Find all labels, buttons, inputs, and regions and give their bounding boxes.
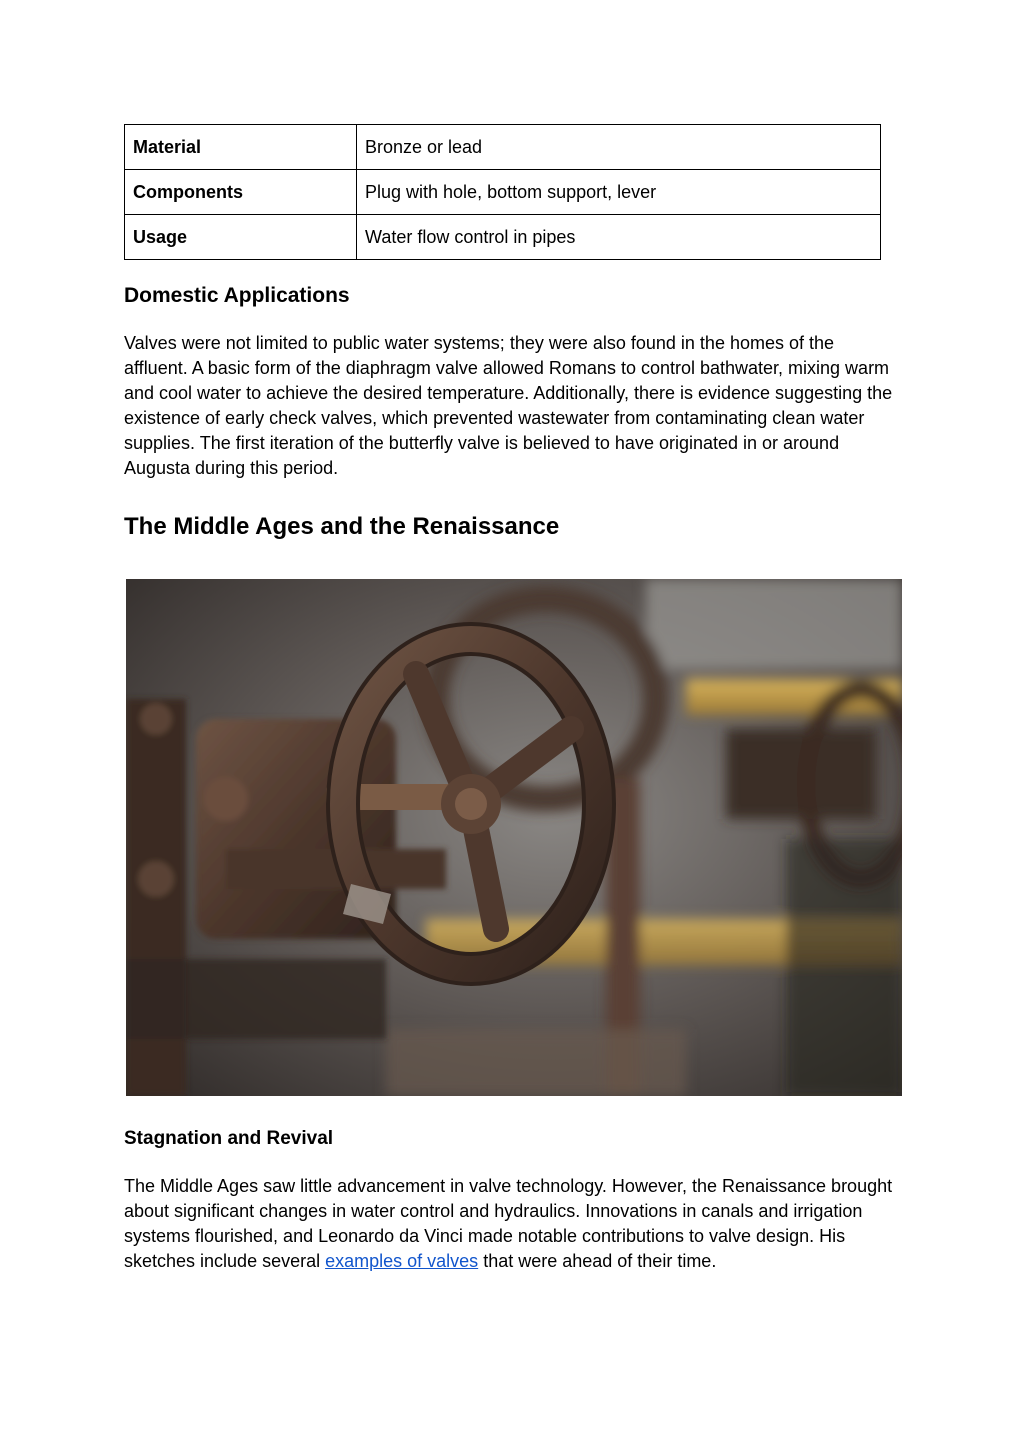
stagnation-revival-heading: Stagnation and Revival — [124, 1128, 334, 1149]
table-cell-value: Plug with hole, bottom support, lever — [357, 170, 881, 215]
domestic-applications-paragraph: Valves were not limited to public water systems; they were also found in the homes of the affluent. A basic form of the diaphragm valve allowed Romans to control bathwater, mixing warm and cool water to achieve the desired temperature. Additionally, there is evidence suggesting the existence of early check valves, which prevented wastewater from contaminating clean water supplies. The first iteration of the butterfly valve is believed to have originated in or around Augusta during this period. — [124, 333, 893, 478]
table-cell-value: Water flow control in pipes — [357, 215, 881, 260]
stagnation-revival-paragraph — [124, 1174, 899, 1274]
rusty-valve-wheel-photo — [126, 579, 902, 1096]
domestic-applications-heading: Domestic Applications — [124, 284, 350, 307]
middle-ages-heading: The Middle Ages and the Renaissance — [124, 513, 560, 540]
table-cell-key: Usage — [125, 215, 357, 260]
paragraph-text-before-link: The Middle Ages saw little advancement in valve technology. However, the Renaissance brought about significant changes in water control and hydraulics. Innovations in canals and irrigation systems flourished, and Leonardo da Vinci made notable contributions to valve design. His sketches include several — [124, 1176, 893, 1271]
table-row — [125, 170, 881, 215]
table-cell-key: Material — [125, 125, 357, 170]
valve-properties-table — [124, 124, 881, 260]
table-cell-key: Components — [125, 170, 357, 215]
examples-of-valves-link[interactable]: examples of valves — [325, 1251, 479, 1271]
table-row — [125, 215, 881, 260]
table-row — [125, 125, 881, 170]
paragraph-text-after-link: that were ahead of their time. — [478, 1251, 717, 1271]
table-cell-value: Bronze or lead — [357, 125, 881, 170]
